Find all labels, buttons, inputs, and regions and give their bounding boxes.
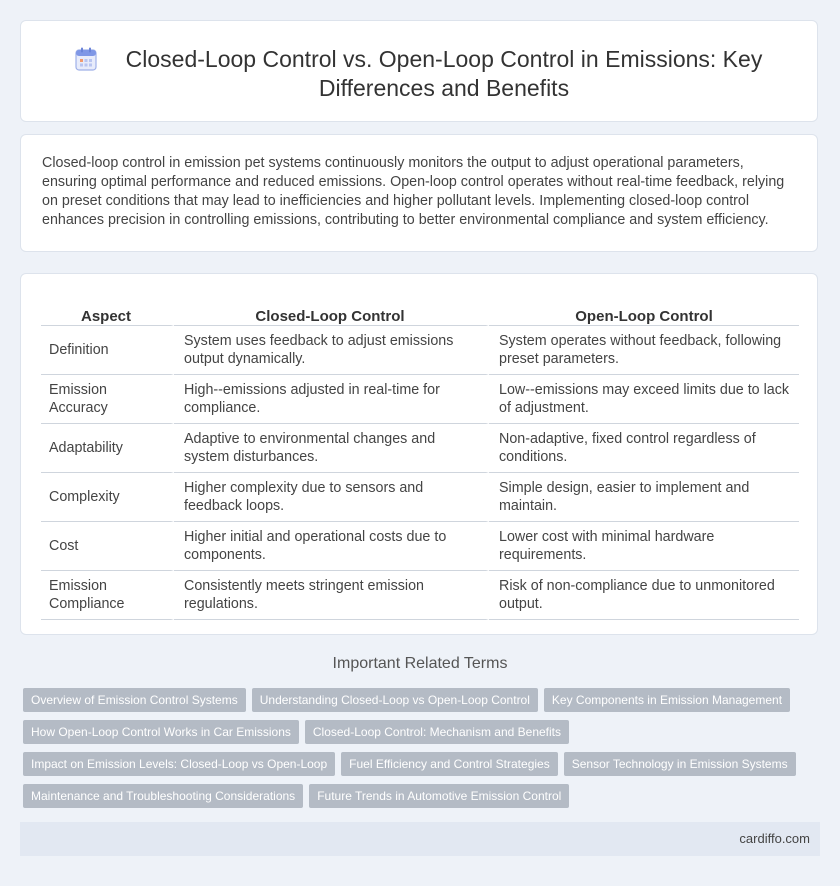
intro-paragraph: Closed-loop control in emission pet systems continuously monitors the output to adjust operational parameters, ensuring optimal performance and reduced emissions. Open-loop control operates without real-time feedback, relying on preset conditions that may lead to inefficiencies and higher pollutant levels. Implementing closed-loop control enhances precision in controlling emissions, contributing to better environmental compliance and system efficiency.: [42, 155, 785, 228]
header-open-loop: Open-Loop Control: [489, 294, 799, 326]
table-row: [41, 424, 799, 473]
related-term-tag[interactable]: Maintenance and Troubleshooting Considerations: [23, 784, 303, 808]
row-closed-loop: Adaptive to environmental changes and system disturbances.: [174, 424, 489, 473]
related-term-tag[interactable]: Closed-Loop Control: Mechanism and Benefits: [305, 720, 569, 744]
comparison-card: [20, 273, 818, 635]
related-term-tag[interactable]: Future Trends in Automotive Emission Control: [309, 784, 569, 808]
row-open-loop: Low--emissions may exceed limits due to lack of adjustment.: [489, 375, 799, 424]
table-row: [41, 473, 799, 522]
related-term-tag[interactable]: Fuel Efficiency and Control Strategies: [341, 752, 558, 776]
row-closed-loop: Consistently meets stringent emission regulations.: [174, 571, 489, 620]
row-aspect: Cost: [41, 522, 174, 571]
title-card: [20, 20, 818, 122]
related-term-tag[interactable]: Overview of Emission Control Systems: [23, 688, 246, 712]
row-aspect: Definition: [41, 326, 174, 375]
related-terms-list: [23, 688, 813, 816]
related-term-tag[interactable]: Sensor Technology in Emission Systems: [564, 752, 796, 776]
row-open-loop: Risk of non-compliance due to unmonitored output.: [489, 571, 799, 620]
intro-card: [20, 134, 818, 252]
row-aspect: Complexity: [41, 473, 174, 522]
row-open-loop: System operates without feedback, following preset parameters.: [489, 326, 799, 375]
table-row: [41, 522, 799, 571]
row-closed-loop: High--emissions adjusted in real-time for compliance.: [174, 375, 489, 424]
comparison-table: [41, 294, 799, 620]
header-closed-loop: Closed-Loop Control: [174, 294, 489, 326]
row-open-loop: Simple design, easier to implement and maintain.: [489, 473, 799, 522]
row-closed-loop: Higher complexity due to sensors and feedback loops.: [174, 473, 489, 522]
page-title: Closed-Loop Control vs. Open-Loop Control in Emissions: Key Differences and Benefits: [125, 46, 763, 101]
footer-site-link[interactable]: cardiffo.com: [739, 831, 810, 846]
row-open-loop: Non-adaptive, fixed control regardless of conditions.: [489, 424, 799, 473]
calendar-icon: [75, 47, 97, 71]
row-closed-loop: Higher initial and operational costs due to components.: [174, 522, 489, 571]
row-aspect: Adaptability: [41, 424, 174, 473]
table-header-row: [41, 294, 799, 326]
related-term-tag[interactable]: Key Components in Emission Management: [544, 688, 790, 712]
table-row: [41, 375, 799, 424]
row-aspect: Emission Accuracy: [41, 375, 174, 424]
related-term-tag[interactable]: Impact on Emission Levels: Closed-Loop vs Open-Loop: [23, 752, 335, 776]
row-aspect: Emission Compliance: [41, 571, 174, 620]
table-row: [41, 326, 799, 375]
table-row: [41, 571, 799, 620]
row-closed-loop: System uses feedback to adjust emissions output dynamically.: [174, 326, 489, 375]
related-term-tag[interactable]: How Open-Loop Control Works in Car Emissions: [23, 720, 299, 744]
footer: [20, 822, 820, 856]
row-open-loop: Lower cost with minimal hardware requirements.: [489, 522, 799, 571]
related-terms-heading: Important Related Terms: [332, 655, 508, 672]
header-aspect: Aspect: [41, 294, 174, 326]
related-term-tag[interactable]: Understanding Closed-Loop vs Open-Loop Control: [252, 688, 538, 712]
